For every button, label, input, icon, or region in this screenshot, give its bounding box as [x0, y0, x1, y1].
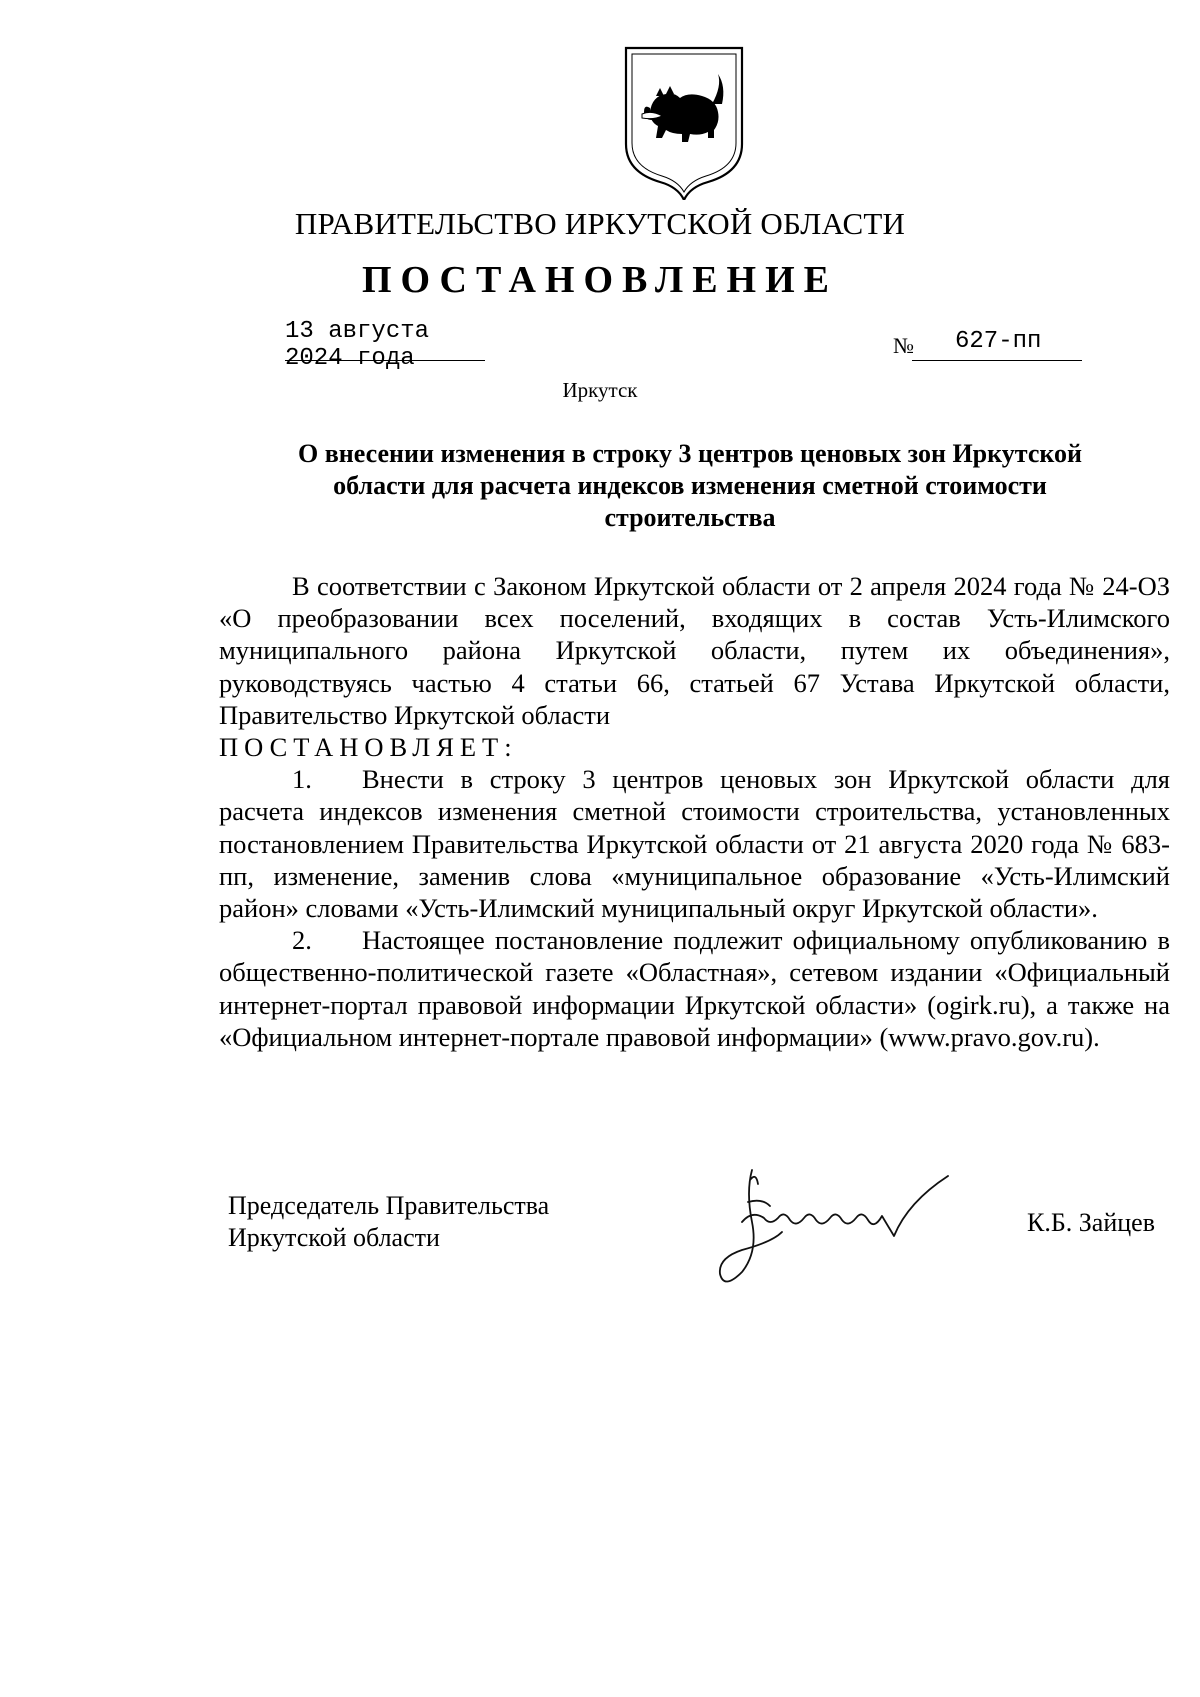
date-underline — [285, 360, 485, 361]
irkutsk-coat-of-arms-icon — [622, 46, 746, 200]
position-line: Председатель Правительства — [228, 1191, 550, 1220]
preamble-paragraph: В соответствии с Законом Иркутской области от 2 апреля 2024 года № 24-ОЗ «О преобразовании всех поселений, входящих в состав Усть-Илимского муниципального района Иркутской области, путем их объединения», руководствуясь частью 4 статьи 66, статьей 67 Устава Иркутской области, Правительство Иркутской области — [219, 571, 1170, 730]
document-body — [219, 570, 1170, 1053]
document-type: ПОСТАНОВЛЕНИЕ — [361, 259, 839, 301]
title-line: области для расчета индексов изменения сметной стоимости — [333, 471, 1047, 500]
handwritten-signature — [712, 1162, 958, 1292]
city: Иркутск — [562, 378, 638, 402]
title-line: О внесении изменения в строку 3 центров ценовых зон Иркутской — [298, 439, 1082, 468]
document-title — [250, 438, 1130, 534]
item-text: Настоящее постановление подлежит официальному опубликованию в общественно-политической газете «Областная», сетевом издании «Официальный интернет-портал правовой информации Иркутской области» (ogirk.ru), а также на «Официальном интернет-портале правовой информации» (www.pravo.gov.ru). — [219, 925, 1170, 1052]
numbered-item — [219, 924, 1170, 1053]
decree-word: ПОСТАНОВЛЯЕТ: — [219, 732, 518, 763]
numbered-item — [219, 763, 1170, 924]
number-sign: № — [893, 333, 914, 358]
number-underline — [912, 360, 1082, 361]
position-line: Иркутской области — [228, 1223, 440, 1252]
title-line: строительства — [604, 503, 776, 532]
item-text: Внести в строку 3 центров ценовых зон Иркутской области для расчета индексов изменения сметной стоимости строительства, установленных постановлением Правительства Иркутской области от 21 августа 2020 года № 683-пп, изменение, заменив слова «муниципальное образование «Усть-Илимский район» словами «Усть-Илимский муниципальный округ Иркутской области». — [219, 764, 1170, 924]
organization-name: ПРАВИТЕЛЬСТВО ИРКУТСКОЙ ОБЛАСТИ — [294, 206, 906, 241]
document-number: 627-пп — [955, 328, 1042, 355]
item-number: 1. — [292, 764, 312, 795]
signatory-position — [228, 1190, 549, 1254]
item-number: 2. — [292, 925, 312, 956]
document-date: 13 августа 2024 года — [285, 318, 430, 372]
signatory-name: К.Б. Зайцев — [1027, 1208, 1155, 1237]
